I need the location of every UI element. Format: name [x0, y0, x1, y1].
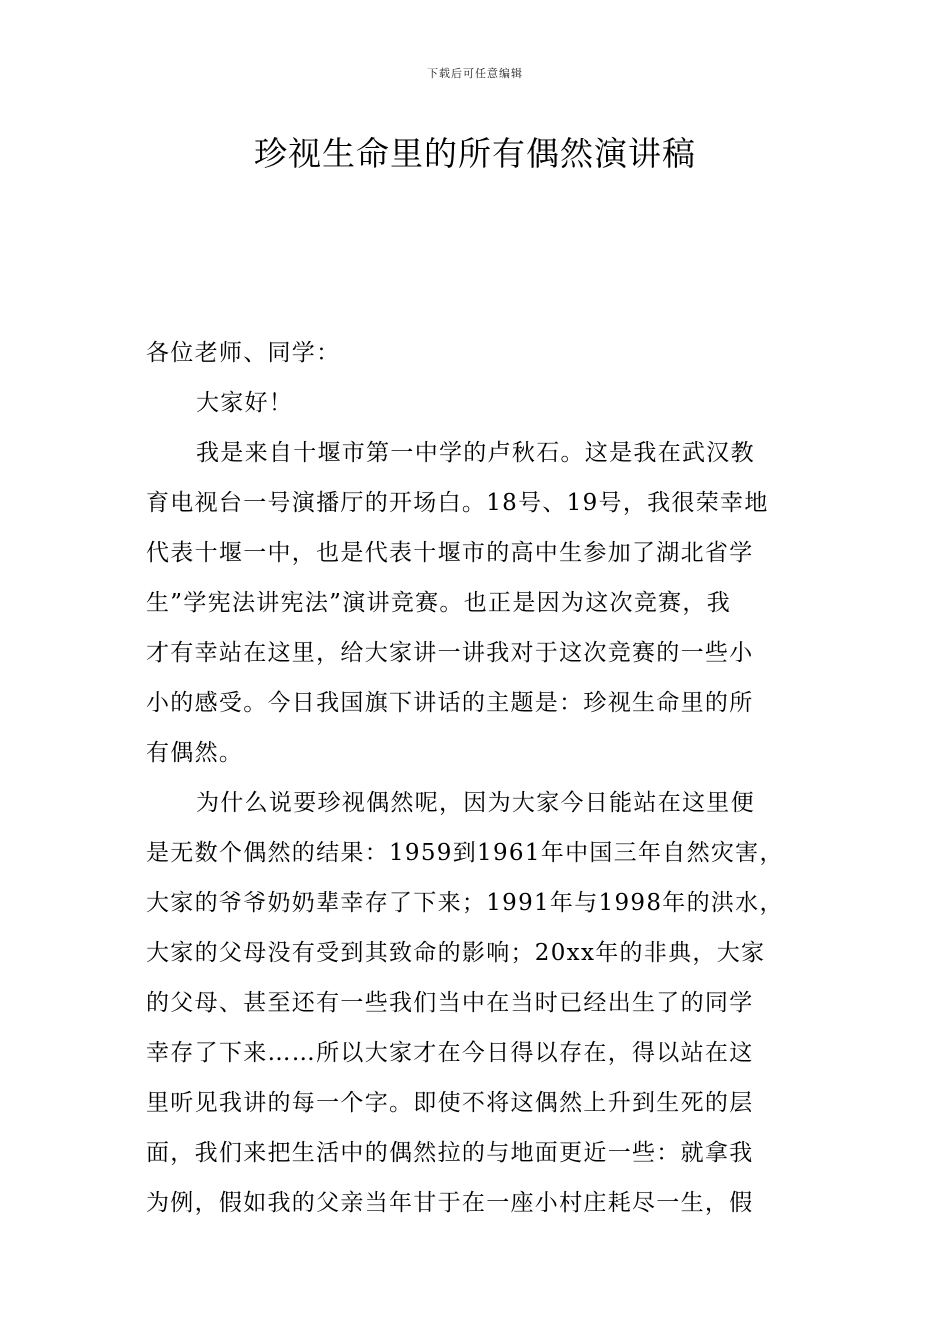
text-line: 育电视台一号演播厅的开场白。18号、19号，我很荣幸地 [146, 490, 769, 516]
document-title: 珍视生命里的所有偶然演讲稿 [254, 134, 696, 173]
text-line: 里听见我讲的每一个字。即使不将这偶然上升到生死的层 [146, 1090, 754, 1116]
text-line: 为例，假如我的父亲当年甘于在一座小村庄耗尽一生，假 [146, 1190, 754, 1216]
text-line: 幸存了下来……所以大家才在今日得以存在，得以站在这 [146, 1040, 754, 1066]
text-line: 面，我们来把生活中的偶然拉的与地面更近一些：就拿我 [146, 1140, 754, 1166]
text-line: 生”学宪法讲宪法”演讲竞赛。也正是因为这次竞赛，我 [146, 590, 732, 616]
text-line: 大家的爷爷奶奶辈幸存了下来；1991年与1998年的洪水， [146, 890, 784, 916]
text-line: 大家的父母没有受到其致命的影响；20xx年的非典，大家 [146, 940, 766, 966]
text-line: 代表十堰一中，也是代表十堰市的高中生参加了湖北省学 [146, 540, 754, 566]
text-line: 是无数个偶然的结果：1959到1961年中国三年自然灾害， [146, 840, 784, 866]
text-line: 各位老师、同学： [146, 340, 341, 366]
text-line: 有偶然。 [146, 740, 244, 766]
text-line: 为什么说要珍视偶然呢，因为大家今日能站在这里便 [196, 790, 755, 816]
speech-body [146, 328, 812, 1228]
text-line: 大家好！ [196, 390, 294, 416]
text-line: 小的感受。今日我国旗下讲话的主题是：珍视生命里的所 [146, 690, 754, 716]
text-line: 才有幸站在这里，给大家讲一讲我对于这次竞赛的一些小 [146, 640, 754, 666]
text-line: 的父母、甚至还有一些我们当中在当时已经出生了的同学 [146, 990, 754, 1016]
text-line: 我是来自十堰市第一中学的卢秋石。这是我在武汉教 [196, 440, 755, 466]
header-note: 下载后可任意编辑 [427, 67, 523, 80]
